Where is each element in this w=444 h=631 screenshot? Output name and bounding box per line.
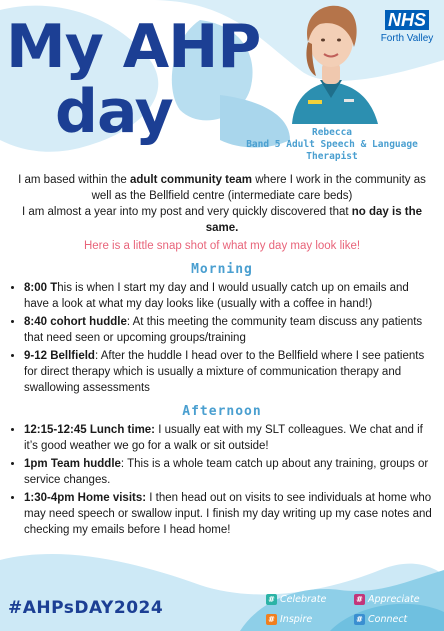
item-text: : This is a whole team catch up about any training, groups or service changes. (24, 458, 429, 486)
morning-list (10, 280, 434, 396)
tag-connect (354, 614, 407, 625)
item-time: 8:40 cohort huddle (24, 316, 127, 328)
list-item (24, 456, 434, 488)
intro-paragraph-2 (10, 204, 434, 236)
tag-appreciate (354, 594, 420, 605)
page-title-line2: day (55, 77, 173, 147)
event-hashtag: #AHPsDAY2024 (8, 598, 164, 618)
staff-name: Rebecca (311, 127, 353, 138)
list-item (24, 314, 434, 346)
hash-icon: # (266, 594, 277, 605)
intro-paragraph-1 (10, 172, 434, 204)
list-item (24, 490, 434, 538)
morning-heading: Morning (191, 262, 253, 277)
intro-text: I am almost a year into my post and very quickly discovered that (21, 206, 352, 218)
item-time: 1:30-4pm Home visits: (24, 492, 147, 504)
item-time: 1pm Team huddle (24, 458, 121, 470)
intro-bold: no day is the same. (205, 206, 423, 234)
item-time: 12:15-12:45 Lunch time: (24, 424, 156, 436)
afternoon-heading: Afternoon (182, 404, 262, 419)
item-text: I usually eat with my SLT colleagues. We chat and if it’s good weather we go for a walk or sit outside! (24, 424, 423, 452)
tag-label: Celebrate (280, 594, 327, 605)
tag-label: Connect (368, 614, 408, 625)
item-time: 8:00 T (24, 282, 58, 294)
nhs-logo-subtext: Forth Valley (380, 33, 434, 44)
list-item (24, 280, 434, 312)
nhs-logo (378, 10, 436, 45)
intro-bold: adult community team (129, 174, 253, 186)
staff-caption (232, 127, 432, 163)
tag-label: Appreciate (368, 594, 420, 605)
tag-inspire (266, 614, 312, 625)
main-content (10, 172, 434, 540)
intro-highlight: Here is a little snap shot of what my day may look like! (83, 240, 361, 252)
item-text: : After the huddle I head over to the Bellfield where I see patients for direct therapy which is usually a mixture of communication therapy and swallowing assessments (24, 350, 425, 394)
item-text: his is when I start my day and I would usually catch up on emails and have a look at what my day looks like (usually with a coffee in hand!) (24, 282, 409, 310)
hash-icon: # (354, 614, 365, 625)
item-time: 9-12 Bellfield (24, 350, 95, 362)
staff-photo (272, 2, 390, 124)
item-text: : At this meeting the community team discuss any patients that need seen or upcoming groups/training (24, 316, 423, 344)
afternoon-list (10, 422, 434, 538)
staff-role: Band 5 Adult Speech & Language Therapist (246, 139, 418, 162)
list-item (24, 422, 434, 454)
hash-icon: # (266, 614, 277, 625)
page-title-line1: My AHP (6, 12, 261, 82)
list-item (24, 348, 434, 396)
hash-icon: # (354, 594, 365, 605)
nhs-logo-mark: NHS (385, 10, 429, 30)
tag-celebrate (266, 594, 326, 605)
tag-label: Inspire (280, 614, 313, 625)
intro-text: I am based within the (18, 174, 130, 186)
intro-text: where I work in the community as well as the Bellfield centre (intermediate care beds) (91, 174, 426, 202)
item-text: I then head out on visits to see individuals at home who may need speech or swallow input. I finish my day writing up my case notes and checking my emails before I head home! (24, 492, 432, 536)
